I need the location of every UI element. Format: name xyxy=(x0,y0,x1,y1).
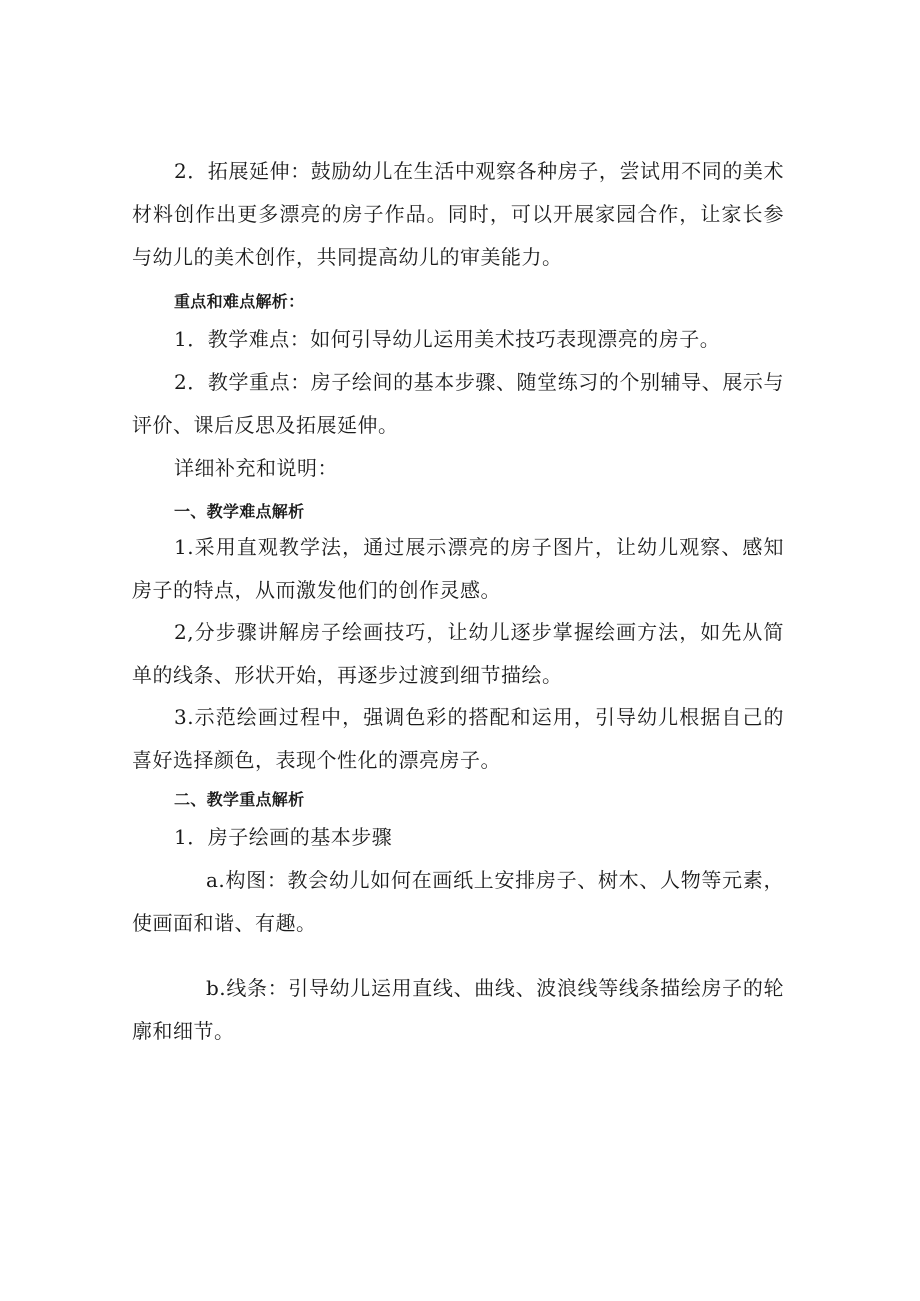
paragraph-lines: b.线条：引导幼儿运用直线、曲线、波浪线等线条描绘房子的轮廓和细节。 xyxy=(132,976,784,1043)
paragraph-supplement-title: 详细补充和说明： xyxy=(174,456,338,480)
paragraph-difficulty-1: 1.采用直观教学法，通过展示漂亮的房子图片，让幼儿观察、感知房子的特点，从而激发他们的创作灵感。 xyxy=(132,535,784,602)
heading-key-points: 重点和难点解析： xyxy=(174,292,305,311)
heading-difficulty-analysis: 一、教学难点解析 xyxy=(174,502,305,521)
heading-focus-analysis: 二、教学重点解析 xyxy=(174,790,305,809)
paragraph-composition: a.构图：教会幼儿如何在画纸上安排房子、树木、人物等元素，使画面和谐、有趣。 xyxy=(132,868,784,935)
paragraph-extension: 2．拓展延伸：鼓励幼儿在生活中观察各种房子，尝试用不同的美术材料创作出更多漂亮的房子作品。同时，可以开展家园合作，让家长参与幼儿的美术创作，共同提高幼儿的审美能力。 xyxy=(132,159,784,269)
paragraph-teaching-focus: 2．教学重点：房子绘间的基本步骤、随堂练习的个别辅导、展示与评价、课后反思及拓展延伸。 xyxy=(132,370,784,437)
paragraph-difficulty-3: 3.示范绘画过程中，强调色彩的搭配和运用，引导幼儿根据自己的喜好选择颜色，表现个性化的漂亮房子。 xyxy=(132,705,784,772)
paragraph-difficulty-2: 2,分步骤讲解房子绘画技巧，让幼儿逐步掌握绘画方法，如先从简单的线条、形状开始，再逐步过渡到细节描绘。 xyxy=(132,620,784,687)
paragraph-focus-1: 1．房子绘画的基本步骤 xyxy=(174,825,393,849)
paragraph-teaching-difficulty: 1．教学难点：如何引导幼儿运用美术技巧表现漂亮的房子。 xyxy=(174,327,721,351)
